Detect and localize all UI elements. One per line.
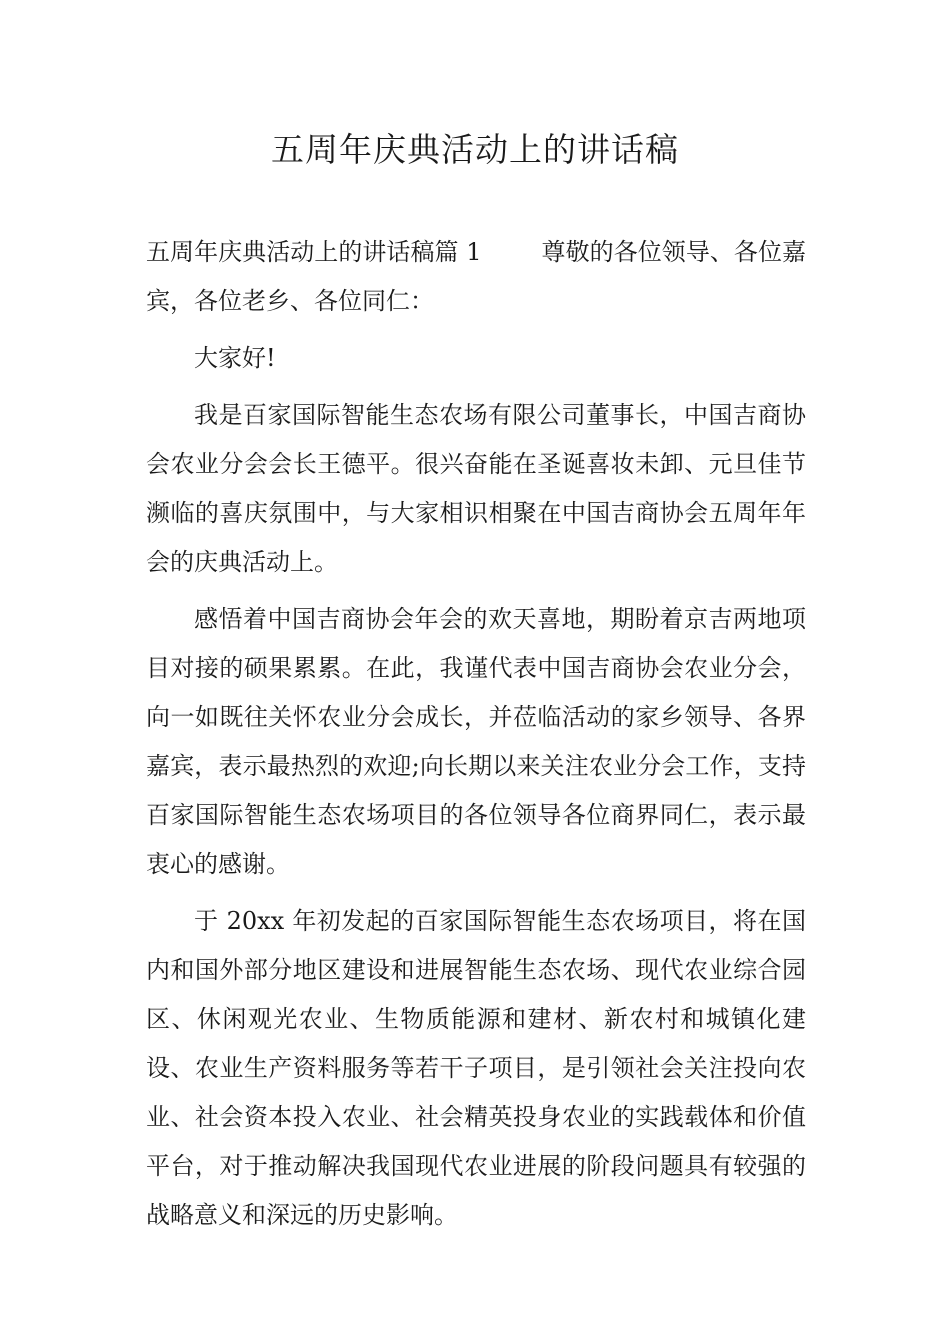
salutation: 尊敬的各位领导、各位嘉宾，各位老乡、各位同仁： xyxy=(146,238,806,315)
document-body xyxy=(146,228,806,1240)
paragraph-introduction: 我是百家国际智能生态农场有限公司董事长，中国吉商协会农业分会会长王德平。很兴奋能在圣诞喜妆未卸、元旦佳节濒临的喜庆氛围中，与大家相识相聚在中国吉商协会五周年年会的庆典活动上。 xyxy=(146,401,806,576)
section-heading: 五周年庆典活动上的讲话稿篇 1 xyxy=(146,238,482,266)
opening-paragraph xyxy=(146,228,806,326)
paragraph-project: 于 20xx 年初发起的百家国际智能生态农场项目，将在国内和国外部分地区建设和进展智能生态农场、现代农业综合园区、休闲观光农业、生物质能源和建材、新农村和城镇化建设、农业生产资料服务等若干子项目，是引领社会关注投向农业、社会资本投入农业、社会精英投身农业的实践载体和价值平台，对于推动解决我国现代农业进展的阶段问题具有较强的战略意义和深远的历史影响。 xyxy=(146,907,806,1229)
paragraph-greeting: 大家好! xyxy=(194,344,276,372)
paragraph-thanks: 感悟着中国吉商协会年会的欢天喜地，期盼着京吉两地项目对接的硕果累累。在此，我谨代表中国吉商协会农业分会，向一如既往关怀农业分会成长，并莅临活动的家乡领导、各界嘉宾，表示最热烈的欢迎;向长期以来关注农业分会工作，支持百家国际智能生态农场项目的各位领导各位商界同仁，表示最衷心的感谢。 xyxy=(146,605,806,878)
document-title: 五周年庆典活动上的讲话稿 xyxy=(271,130,679,169)
